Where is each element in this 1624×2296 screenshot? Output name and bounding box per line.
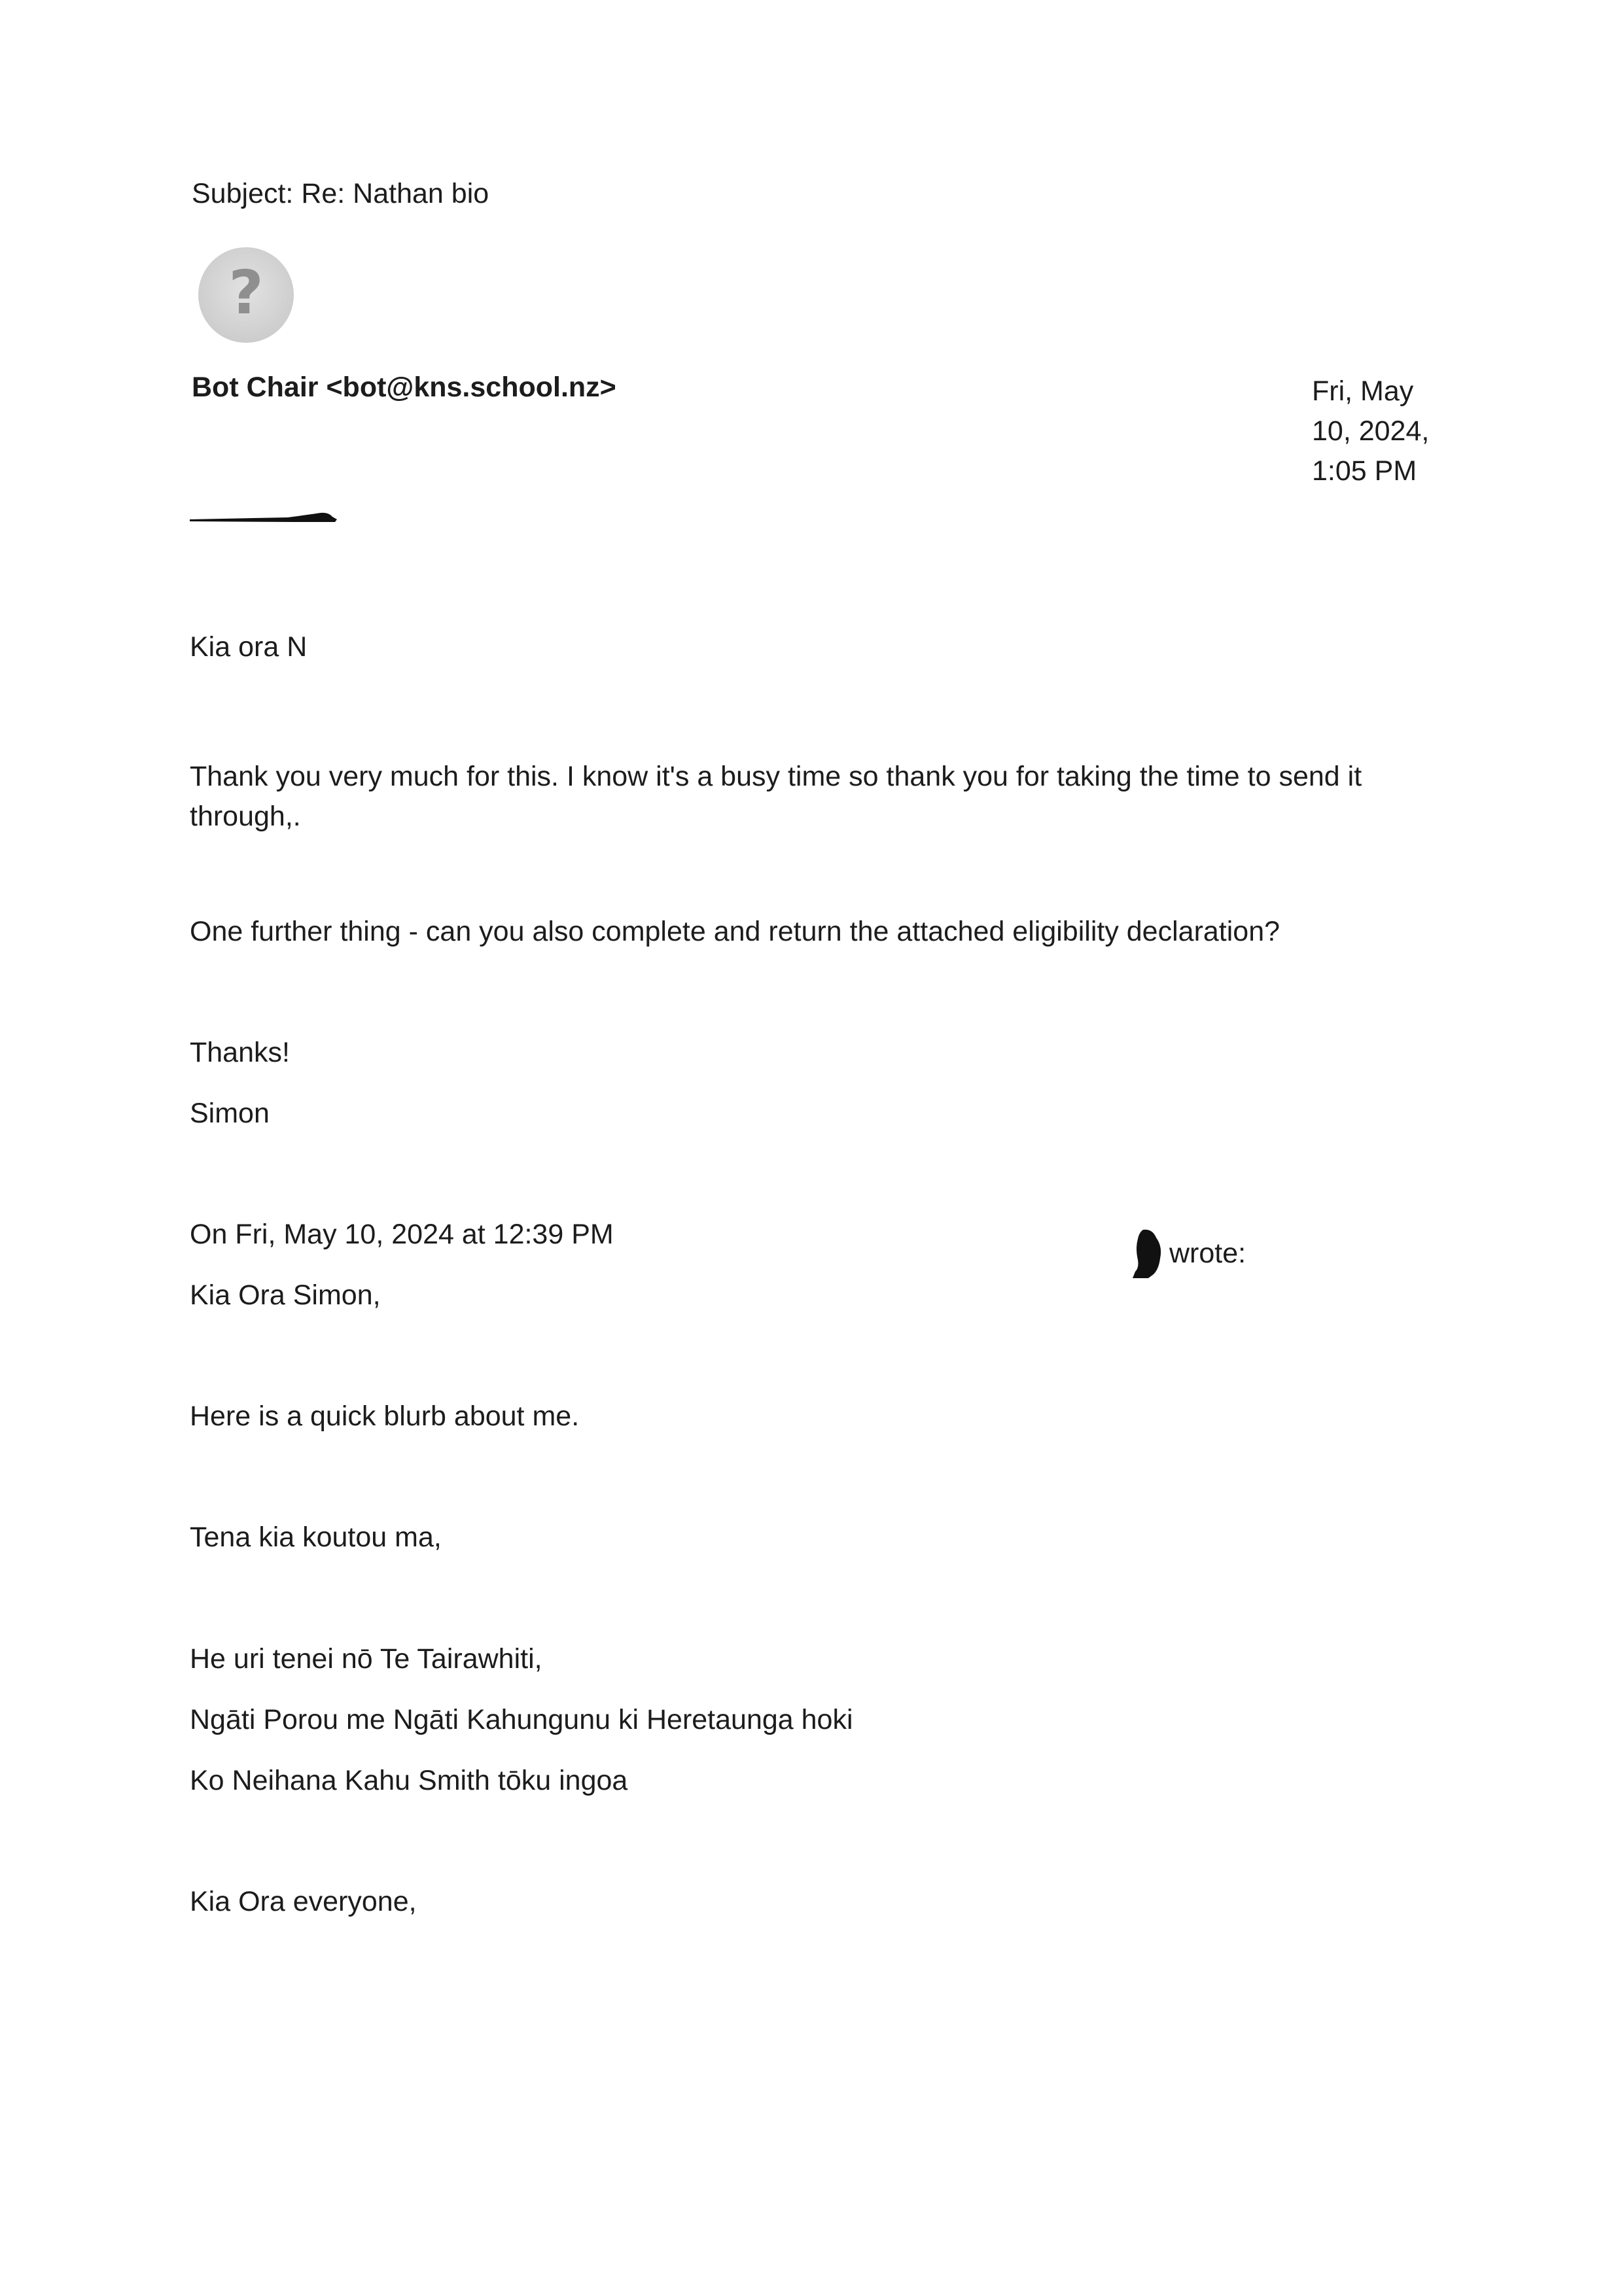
quoted-line: He uri tenei nō Te Tairawhiti, (190, 1643, 542, 1675)
wrote-label: wrote: (1169, 1237, 1246, 1269)
greeting: Kia ora N (190, 631, 308, 663)
quoted-line: Ko Neihana Kahu Smith tōku ingoa (190, 1765, 628, 1796)
quoted-line: Tena kia koutou ma, (190, 1522, 442, 1553)
quoted-line: Kia Ora Simon, (190, 1279, 381, 1311)
quoted-line: Ngāti Porou me Ngāti Kahungunu ki Heretaunga hoki (190, 1704, 853, 1735)
redaction-mark (190, 510, 337, 530)
signature: Simon (190, 1098, 270, 1129)
quoted-header: On Fri, May 10, 2024 at 12:39 PM (190, 1219, 614, 1250)
email-subject: Subject: Re: Nathan bio (192, 178, 489, 209)
body-paragraph-1: Thank you very much for this. I know it's a busy time so thank you for taking the time to send it through,. (190, 761, 1362, 832)
email-date: Fri, May 10, 2024, 1:05 PM (1312, 375, 1430, 487)
redaction-mark (1130, 1228, 1167, 1278)
quoted-line: Kia Ora everyone, (190, 1886, 417, 1917)
unknown-user-avatar-icon (198, 247, 294, 343)
question-mark-icon: ? (228, 258, 264, 328)
body-paragraph-2: One further thing - can you also complete and return the attached eligibility declaration? (190, 916, 1280, 947)
quoted-line: Here is a quick blurb about me. (190, 1400, 580, 1432)
quoted-header-suffix (1130, 1228, 1246, 1278)
sender-name-email: Bot Chair <bot@kns.school.nz> (192, 372, 616, 403)
signoff: Thanks! (190, 1037, 290, 1068)
